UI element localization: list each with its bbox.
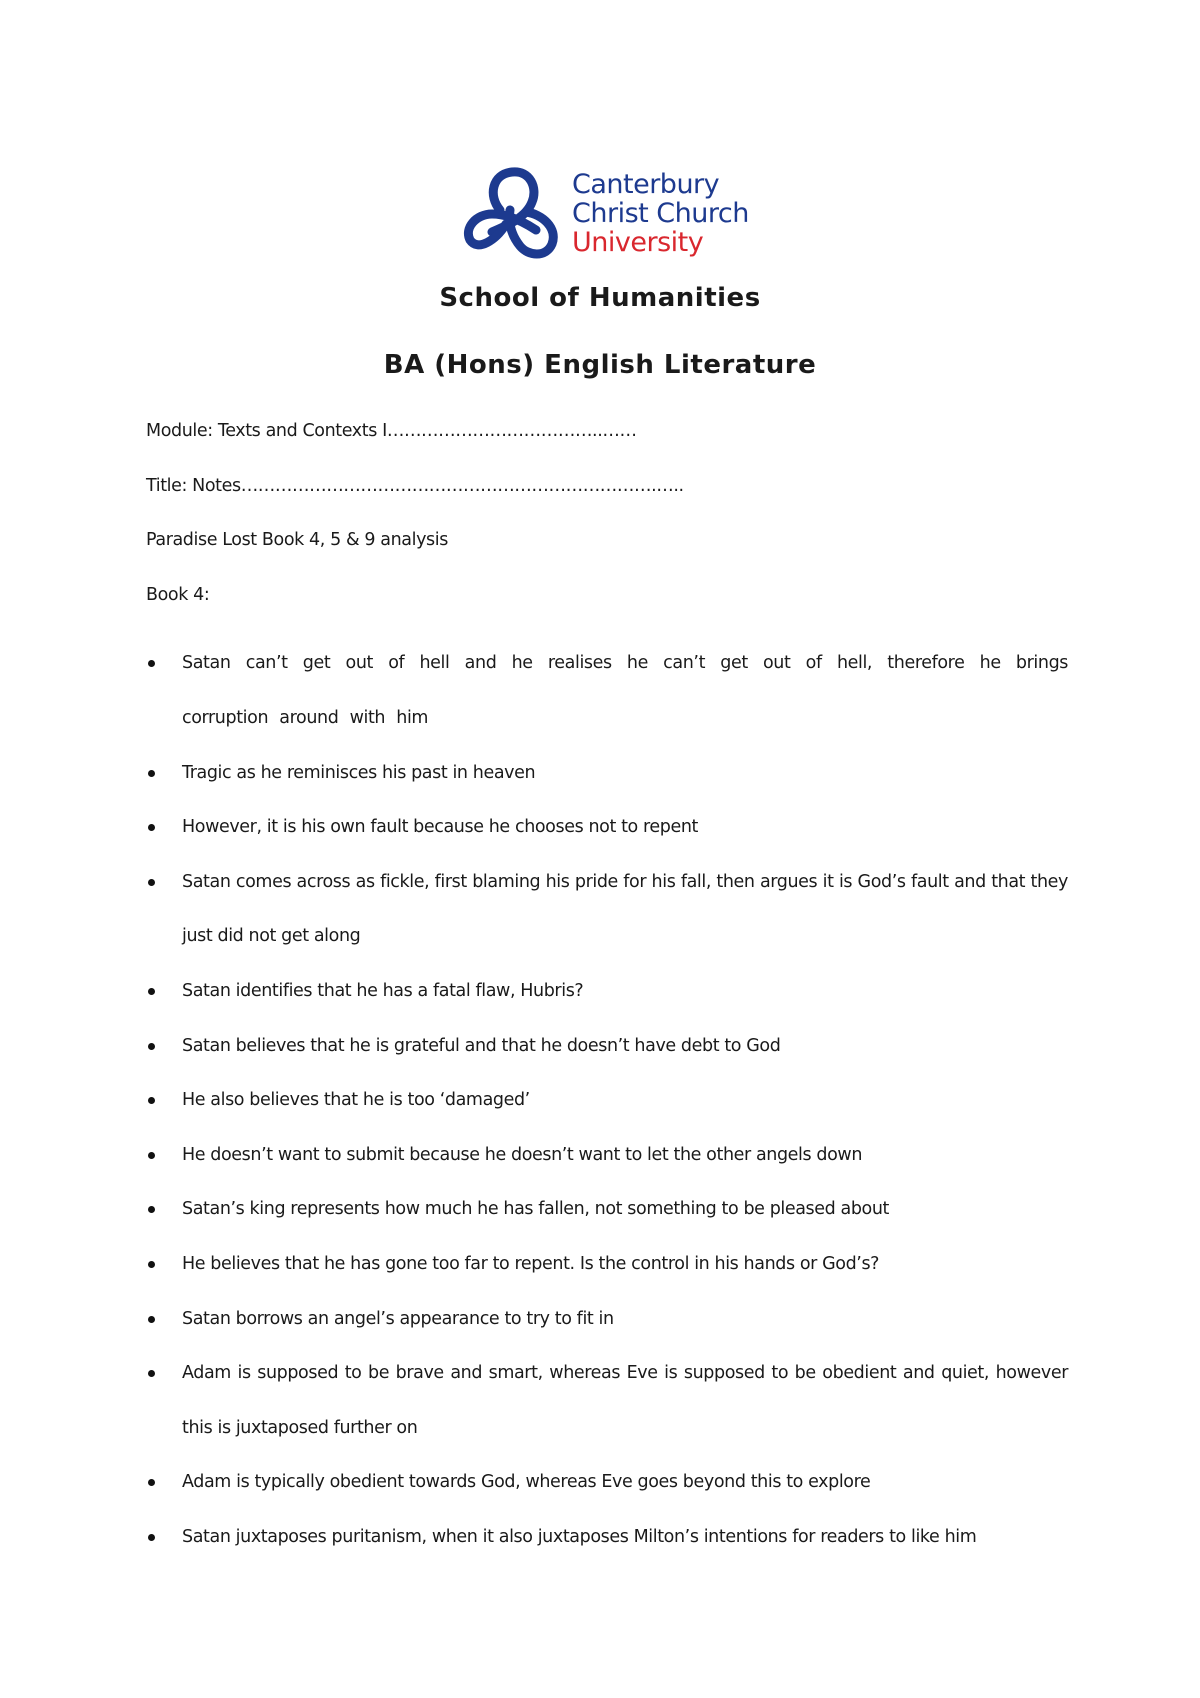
module-field: Module: Texts and Contexts I………………………………..…… xyxy=(146,421,637,441)
list-item: Tragic as he reminisces his past in heaven xyxy=(146,746,1068,801)
list-item: Satan identifies that he has a fatal flaw, Hubris? xyxy=(146,964,1068,1019)
list-item: Satan borrows an angel’s appearance to try to fit in xyxy=(146,1292,1068,1347)
title-field: Title: Notes……………………………………………………………….….. xyxy=(146,475,684,496)
notes-bullet-list xyxy=(146,636,1068,1564)
list-item: He also believes that he is too ‘damaged’ xyxy=(146,1073,1068,1128)
programme-heading: BA (Hons) English Literature xyxy=(383,350,817,380)
logo-line-canterbury: Canterbury xyxy=(572,169,720,200)
logo-wordmark xyxy=(572,170,749,257)
list-item: However, it is his own fault because he chooses not to repent xyxy=(146,800,1068,855)
list-item: Satan believes that he is grateful and that he doesn’t have debt to God xyxy=(146,1019,1068,1074)
list-item: Adam is supposed to be brave and smart, whereas Eve is supposed to be obedient and quiet, however this is juxtaposed further on xyxy=(146,1346,1068,1455)
trinity-knot-logo-icon xyxy=(462,166,566,262)
list-item: Satan juxtaposes puritanism, when it also juxtaposes Milton’s intentions for readers to like him xyxy=(146,1510,1068,1565)
logo-line-university: University xyxy=(572,227,704,258)
list-item: He believes that he has gone too far to repent. Is the control in his hands or God’s? xyxy=(146,1237,1068,1292)
list-item: Satan’s king represents how much he has fallen, not something to be pleased about xyxy=(146,1182,1068,1237)
section-heading: Book 4: xyxy=(146,584,210,605)
list-item: Adam is typically obedient towards God, whereas Eve goes beyond this to explore xyxy=(146,1455,1068,1510)
list-item: Satan comes across as fickle, first blaming his pride for his fall, then argues it is God’s fault and that they just did not get along xyxy=(146,855,1068,964)
logo-line-christ-church: Christ Church xyxy=(572,198,749,229)
list-item: Satan can’t get out of hell and he realises he can’t get out of hell, therefore he brings corruption around with him xyxy=(146,636,1068,745)
university-logo xyxy=(462,166,772,262)
document-body xyxy=(146,418,1068,1564)
list-item: He doesn’t want to submit because he doesn’t want to let the other angels down xyxy=(146,1128,1068,1183)
school-heading: School of Humanities xyxy=(439,283,761,313)
subject-line: Paradise Lost Book 4, 5 & 9 analysis xyxy=(146,530,448,551)
